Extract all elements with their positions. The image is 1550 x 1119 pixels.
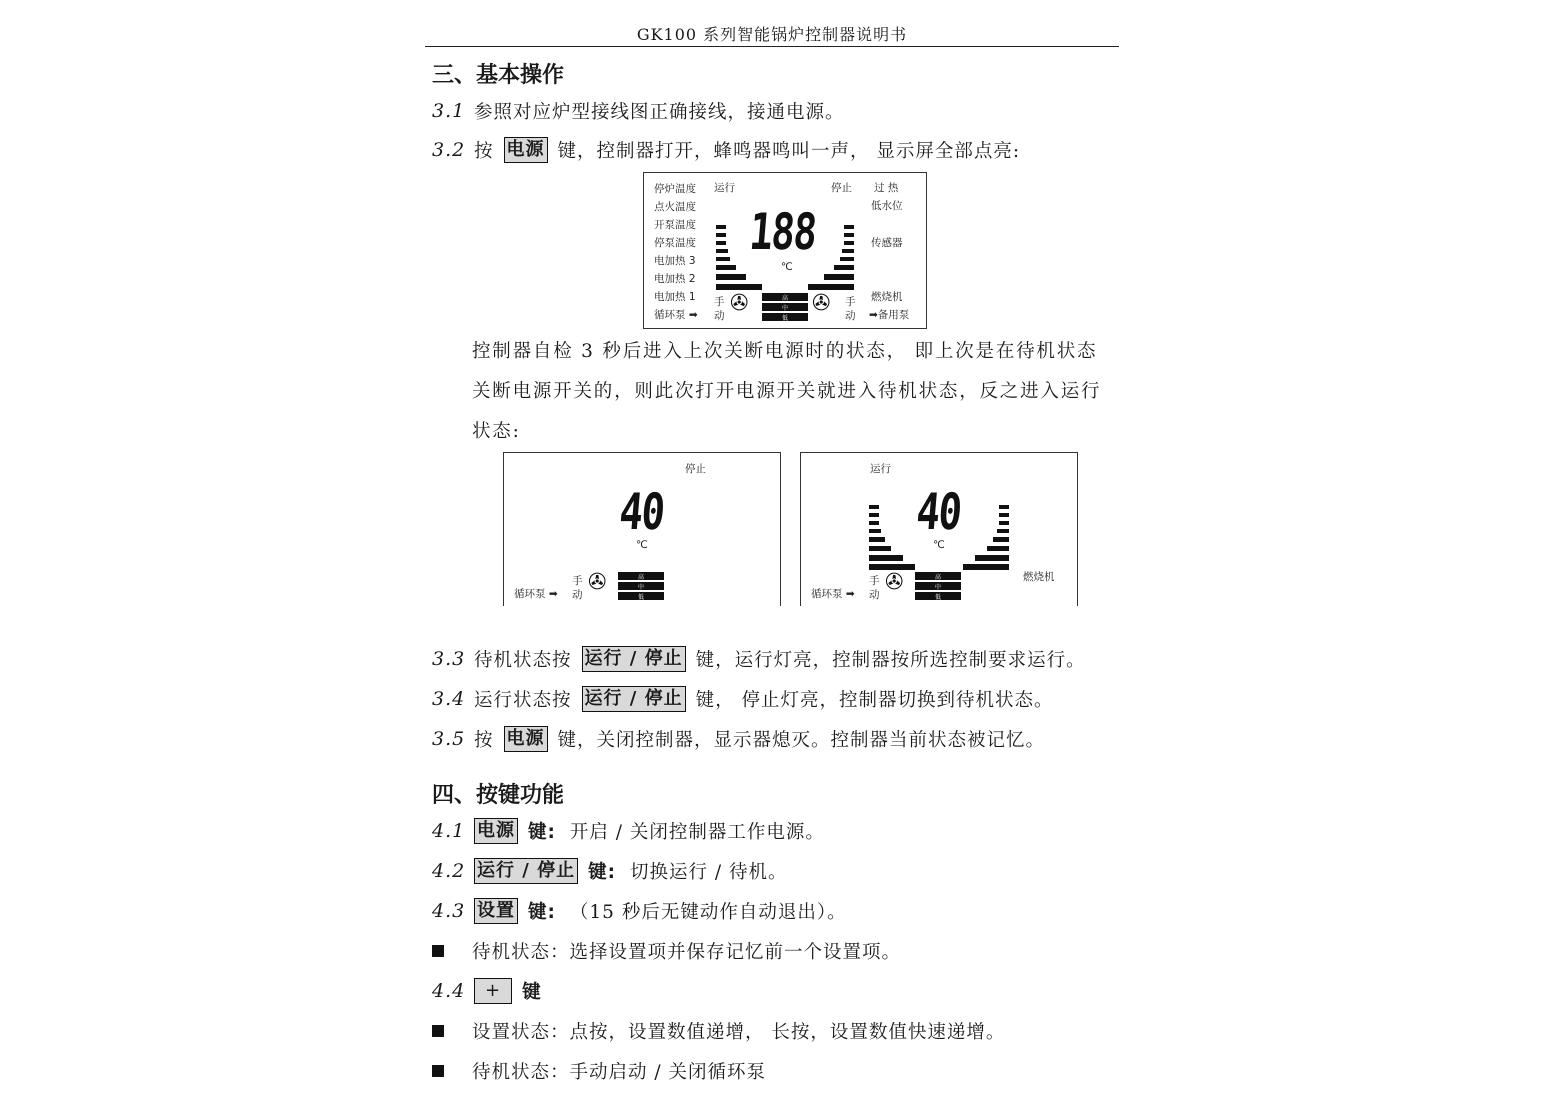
fan-icon: ✇ <box>885 570 904 595</box>
step-pre: 待机状态按 <box>474 650 572 671</box>
lcd-running-display <box>800 452 1078 606</box>
step-pre: 运行状态按 <box>474 690 572 711</box>
lcd-bar-segment <box>716 265 736 270</box>
lcd-bar-segment <box>869 513 879 517</box>
lcd-bar-segment <box>869 546 891 551</box>
lcd-bar-segment <box>997 529 1009 533</box>
power-key: 电源 <box>504 726 548 752</box>
lcd-label: 停炉温度 <box>654 183 696 195</box>
lcd-bar-segment <box>844 225 854 229</box>
lcd-manual-label: 手 <box>572 575 583 587</box>
step-number: 4.2 <box>432 860 466 882</box>
lcd-bar-segment <box>869 555 903 561</box>
lcd-label: 燃烧机 <box>871 291 903 303</box>
step-pre: 按 <box>474 141 494 162</box>
fan-icon: ✇ <box>812 291 831 316</box>
key-label: 键 <box>522 982 542 1003</box>
step-text: 参照对应炉型接线图正确接线，接通电源。 <box>474 102 845 123</box>
key-description: （15 秒后无键动作自动退出）。 <box>569 902 847 923</box>
lcd-label: 电加热 2 <box>654 273 696 285</box>
lcd-full-display <box>643 172 927 329</box>
lcd-manual-label: 动 <box>714 310 725 322</box>
lcd-bar-segment <box>993 537 1009 542</box>
lcd-manual-label: 手 <box>714 296 725 308</box>
plus-key: + <box>474 978 512 1004</box>
step-number: 3.1 <box>432 100 466 122</box>
lcd-manual-label: 手 <box>845 296 856 308</box>
lcd-level-low: 低 <box>618 592 664 600</box>
lcd-bar-segment <box>716 257 730 261</box>
lcd-manual-label: 手 <box>869 575 880 587</box>
lcd-bar-segment <box>963 564 1009 570</box>
lcd-manual-label: 动 <box>845 310 856 322</box>
lcd-label: 低水位 <box>871 200 903 212</box>
lcd-bar-segment <box>975 555 1009 561</box>
lcd-standby-display <box>503 452 781 606</box>
lcd-unit: ℃ <box>636 539 648 551</box>
lcd-pump-label: 循环泵 ➡ <box>811 588 855 600</box>
lcd-manual-label: 动 <box>869 589 880 601</box>
lcd-pump-label: 循环泵 ➡ <box>514 588 558 600</box>
step-text: 键，控制器打开，蜂鸣器鸣叫一声， 显示屏全部点亮: <box>557 141 1021 162</box>
lcd-level-high: 高 <box>762 293 808 301</box>
lcd-level-high: 高 <box>618 572 664 580</box>
bullet-icon <box>432 1065 444 1077</box>
step-number: 4.1 <box>432 820 466 842</box>
lcd-bar-segment <box>869 505 879 509</box>
bullet-item <box>432 938 901 964</box>
lcd-bar-segment <box>999 505 1009 509</box>
lcd-digits: 40 <box>914 483 963 541</box>
step-3-2 <box>432 137 1020 163</box>
lcd-bar-segment <box>716 233 726 237</box>
lcd-bar-segment <box>808 284 854 290</box>
lcd-label: 循环泵 ➡ <box>654 309 698 321</box>
step-number: 4.4 <box>432 980 466 1002</box>
section-4-title: 四、按键功能 <box>432 783 565 808</box>
step-number: 3.3 <box>432 648 466 670</box>
fan-icon: ✇ <box>730 291 749 316</box>
paragraph-line: 控制器自检 3 秒后进入上次关断电源时的状态， 即上次是在待机状态 <box>472 341 1098 362</box>
lcd-label: 开泵温度 <box>654 219 696 231</box>
key-label: 键: <box>588 862 617 883</box>
key-description: 切换运行 / 待机。 <box>630 862 788 883</box>
step-pre: 按 <box>474 730 494 751</box>
lcd-level-mid: 中 <box>915 582 961 590</box>
lcd-level-mid: 中 <box>618 582 664 590</box>
lcd-label: ➡备用泵 <box>869 309 910 321</box>
lcd-bar-segment <box>716 249 728 253</box>
run-stop-key: 运行 / 停止 <box>474 858 578 884</box>
section-3-title: 三、基本操作 <box>432 63 565 88</box>
step-text: 键，关闭控制器，显示器熄灭。控制器当前状态被记忆。 <box>557 730 1046 751</box>
lcd-bar-segment <box>869 521 879 525</box>
lcd-digits: 188 <box>747 203 818 261</box>
lcd-bar-segment <box>834 265 854 270</box>
lcd-label: 点火温度 <box>654 201 696 213</box>
lcd-bar-segment <box>999 521 1009 525</box>
key-4-3 <box>432 898 847 924</box>
bullet-item <box>432 1018 1005 1044</box>
lcd-label: 电加热 1 <box>654 291 696 303</box>
key-4-1 <box>432 818 825 844</box>
lcd-bar-segment <box>844 241 854 245</box>
lcd-bar-segment <box>716 225 726 229</box>
lcd-level-high: 高 <box>915 572 961 580</box>
step-text: 键，运行灯亮，控制器按所选控制要求运行。 <box>695 650 1086 671</box>
lcd-label: 过 热 <box>874 182 899 194</box>
power-key: 电源 <box>474 818 518 844</box>
lcd-burner-label: 燃烧机 <box>1023 571 1055 583</box>
lcd-level-low: 低 <box>762 313 808 321</box>
lcd-bar-segment <box>716 274 746 280</box>
lcd-run-indicator: 运行 <box>870 463 891 475</box>
step-3-4 <box>432 686 1054 712</box>
lcd-bar-segment <box>842 249 854 253</box>
lcd-run-indicator: 运行 <box>714 182 735 194</box>
lcd-bar-segment <box>824 274 854 280</box>
lcd-label: 传感器 <box>871 237 903 249</box>
bullet-icon <box>432 945 444 957</box>
power-key: 电源 <box>504 137 548 163</box>
step-3-5 <box>432 726 1045 752</box>
bullet-text: 设置状态：点按，设置数值递增， 长按，设置数值快速递增。 <box>472 1022 1006 1043</box>
lcd-level-mid: 中 <box>762 303 808 311</box>
step-3-1 <box>432 98 845 124</box>
step-3-3 <box>432 646 1086 672</box>
lcd-level-low: 低 <box>915 592 961 600</box>
bullet-item <box>432 1058 766 1084</box>
page-header: GK100 系列智能锅炉控制器说明书 <box>636 25 908 44</box>
settings-key: 设置 <box>474 898 518 924</box>
lcd-label: 电加热 3 <box>654 255 696 267</box>
paragraph-line: 关断电源开关的，则此次打开电源开关就进入待机状态，反之进入运行 <box>472 381 1102 402</box>
key-description: 开启 / 关闭控制器工作电源。 <box>569 822 825 843</box>
step-number: 4.3 <box>432 900 466 922</box>
lcd-bar-segment <box>844 233 854 237</box>
lcd-stop-indicator: 停止 <box>685 463 706 475</box>
step-number: 3.2 <box>432 139 466 161</box>
bullet-text: 待机状态：手动启动 / 关闭循环泵 <box>472 1062 766 1083</box>
lcd-label: 停泵温度 <box>654 237 696 249</box>
lcd-bar-segment <box>840 257 854 261</box>
paragraph-line: 状态: <box>472 421 521 442</box>
step-text: 键， 停止灯亮，控制器切换到待机状态。 <box>695 690 1054 711</box>
key-4-2 <box>432 858 788 884</box>
key-label: 键: <box>528 902 556 923</box>
lcd-bar-segment <box>716 284 762 290</box>
fan-icon: ✇ <box>588 570 607 595</box>
run-stop-key: 运行 / 停止 <box>582 686 686 712</box>
bullet-icon <box>432 1025 444 1037</box>
lcd-stop-indicator: 停止 <box>831 182 852 194</box>
bullet-text: 待机状态：选择设置项并保存记忆前一个设置项。 <box>472 942 902 963</box>
lcd-unit: ℃ <box>781 261 793 273</box>
step-number: 3.5 <box>432 728 466 750</box>
lcd-manual-label: 动 <box>572 589 583 601</box>
lcd-bar-segment <box>869 529 881 533</box>
step-number: 3.4 <box>432 688 466 710</box>
header-rule <box>425 46 1119 47</box>
lcd-bar-segment <box>869 537 885 542</box>
run-stop-key: 运行 / 停止 <box>582 646 686 672</box>
key-label: 键: <box>528 822 556 843</box>
lcd-digits: 40 <box>617 483 666 541</box>
lcd-unit: ℃ <box>933 539 945 551</box>
key-4-4 <box>432 978 556 1004</box>
lcd-bar-segment <box>999 513 1009 517</box>
lcd-bar-segment <box>716 241 726 245</box>
lcd-bar-segment <box>987 546 1009 551</box>
